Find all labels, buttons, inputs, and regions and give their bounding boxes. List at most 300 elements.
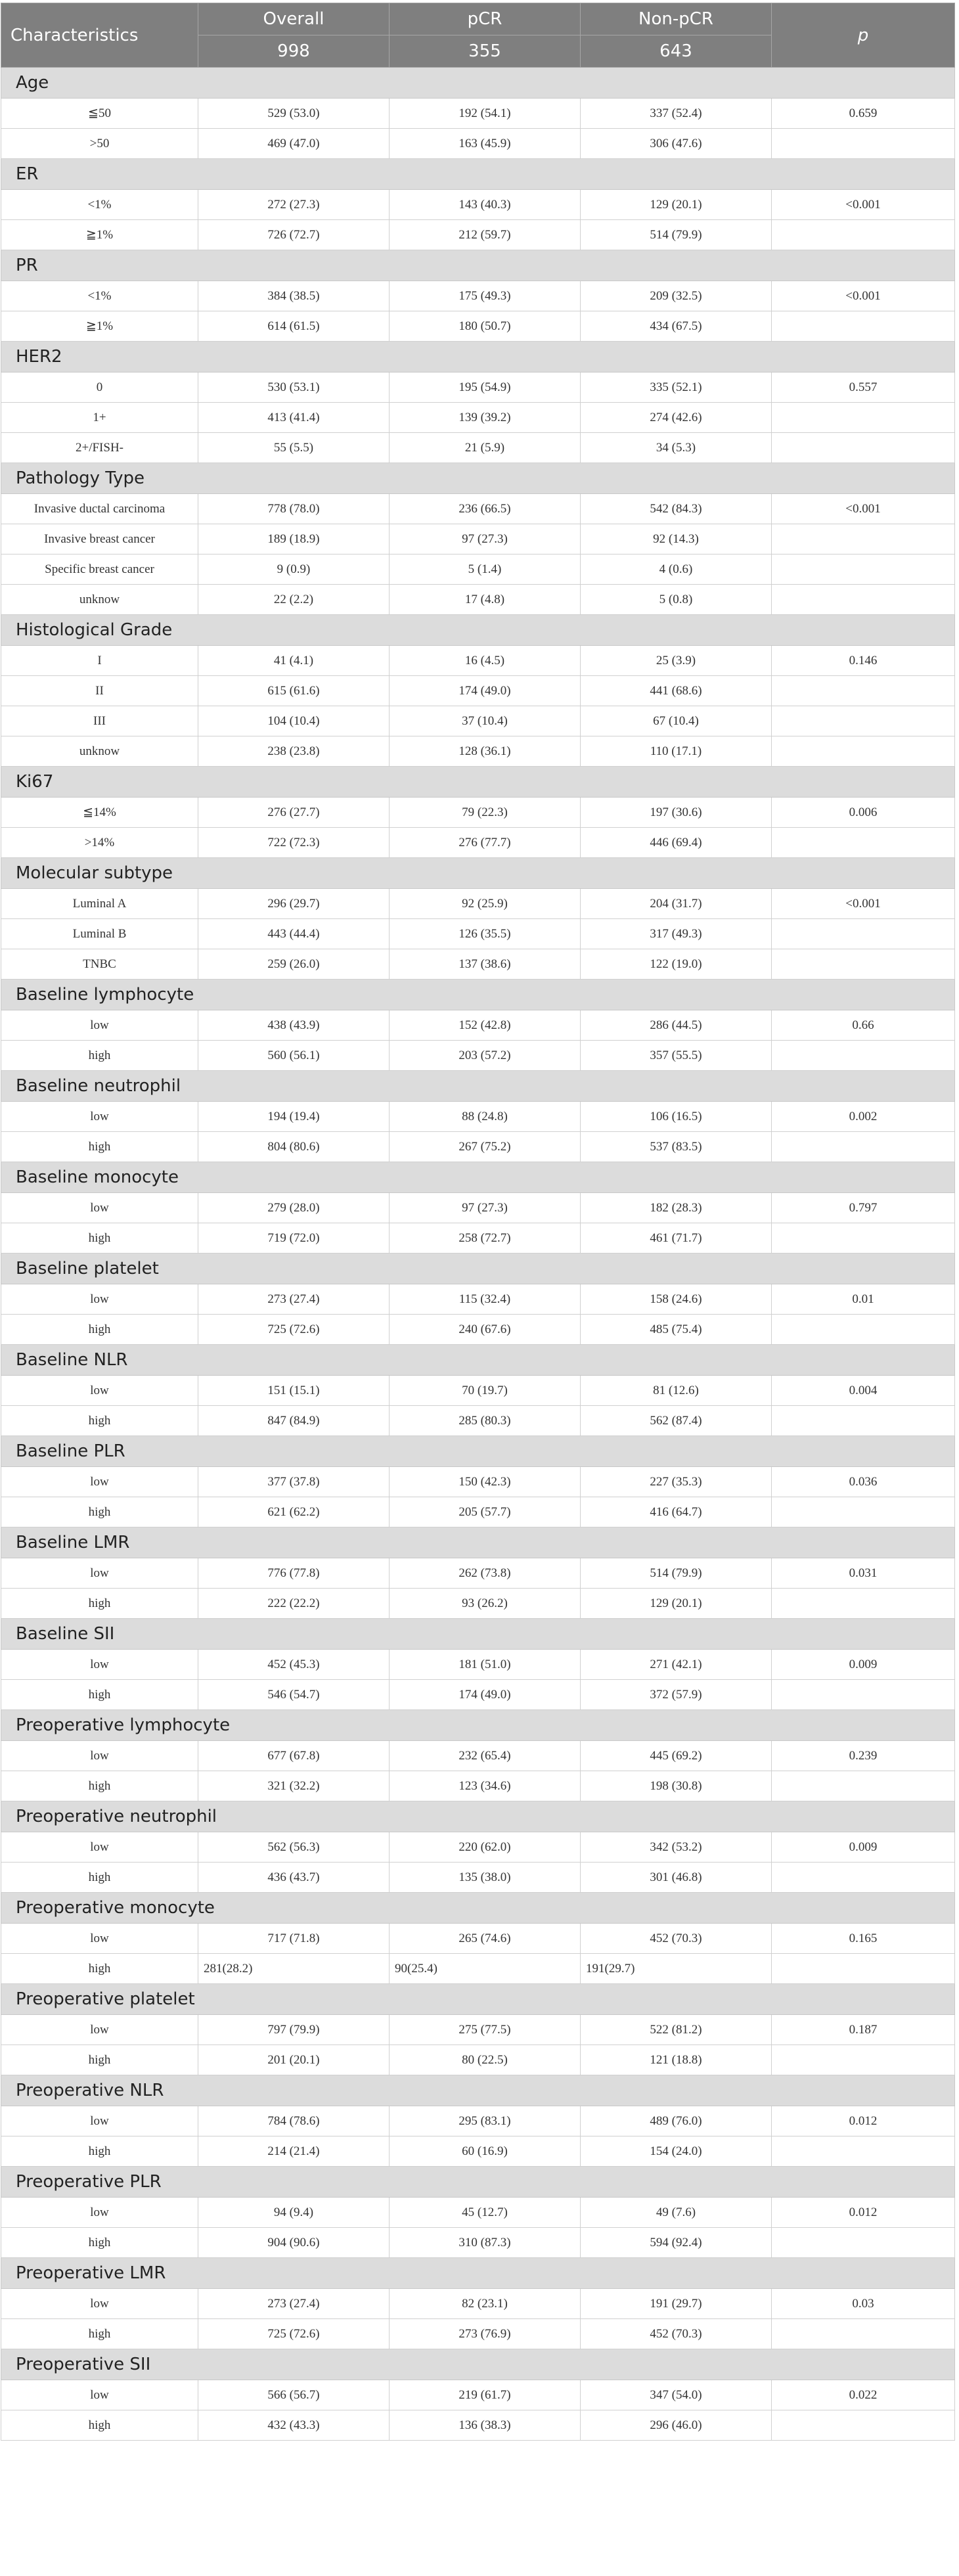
cell-p-value: 0.031 [772, 1558, 955, 1589]
row-label: >14% [1, 828, 198, 858]
cell-p-value: <0.001 [772, 190, 955, 220]
row-label: I [1, 646, 198, 676]
row-label: high [1, 1863, 198, 1893]
cell-pcr: 285 (80.3) [390, 1406, 581, 1436]
row-label: 2+/FISH- [1, 433, 198, 463]
cell-non-pcr: 110 (17.1) [581, 736, 772, 767]
cell-p-value [772, 311, 955, 342]
cell-p-value [772, 736, 955, 767]
cell-non-pcr: 594 (92.4) [581, 2228, 772, 2258]
cell-overall: 725 (72.6) [198, 2319, 390, 2349]
cell-non-pcr: 306 (47.6) [581, 129, 772, 159]
section-title: ER [1, 159, 955, 190]
table-row [1, 2380, 955, 2410]
cell-p-value [772, 1589, 955, 1619]
table-row [1, 2289, 955, 2319]
cell-non-pcr: 286 (44.5) [581, 1010, 772, 1041]
cell-overall: 9 (0.9) [198, 554, 390, 585]
cell-non-pcr: 121 (18.8) [581, 2045, 772, 2075]
table-row [1, 1650, 955, 1680]
table-row [1, 311, 955, 342]
cell-non-pcr: 347 (54.0) [581, 2380, 772, 2410]
table-row [1, 646, 955, 676]
section-row [1, 2075, 955, 2106]
table-row [1, 2410, 955, 2441]
cell-pcr: 180 (50.7) [390, 311, 581, 342]
section-title: Pathology Type [1, 463, 955, 494]
cell-non-pcr: 154 (24.0) [581, 2136, 772, 2167]
cell-p-value [772, 2319, 955, 2349]
cell-non-pcr: 445 (69.2) [581, 1741, 772, 1771]
cell-non-pcr: 4 (0.6) [581, 554, 772, 585]
cell-pcr: 267 (75.2) [390, 1132, 581, 1162]
cell-non-pcr: 446 (69.4) [581, 828, 772, 858]
section-title: Baseline neutrophil [1, 1071, 955, 1102]
table-row [1, 1284, 955, 1315]
section-row [1, 1893, 955, 1924]
table-row [1, 585, 955, 615]
cell-overall: 615 (61.6) [198, 676, 390, 706]
section-title: Preoperative NLR [1, 2075, 955, 2106]
row-label: III [1, 706, 198, 736]
cell-p-value [772, 2136, 955, 2167]
cell-pcr: 82 (23.1) [390, 2289, 581, 2319]
section-title: Baseline LMR [1, 1527, 955, 1558]
cell-overall: 321 (32.2) [198, 1771, 390, 1801]
table-row [1, 1741, 955, 1771]
table-row [1, 2228, 955, 2258]
cell-p-value: 0.557 [772, 373, 955, 403]
cell-overall: 560 (56.1) [198, 1041, 390, 1071]
section-title: Age [1, 68, 955, 99]
row-label: unknow [1, 736, 198, 767]
cell-overall: 432 (43.3) [198, 2410, 390, 2441]
section-row [1, 1801, 955, 1832]
table-row [1, 190, 955, 220]
cell-overall: 55 (5.5) [198, 433, 390, 463]
section-row [1, 159, 955, 190]
cell-non-pcr: 337 (52.4) [581, 99, 772, 129]
cell-overall: 719 (72.0) [198, 1223, 390, 1254]
cell-pcr: 90(25.4) [390, 1954, 581, 1984]
table-row [1, 373, 955, 403]
cell-p-value: 0.006 [772, 798, 955, 828]
cell-overall: 804 (80.6) [198, 1132, 390, 1162]
cell-p-value [772, 524, 955, 554]
cell-p-value [772, 2410, 955, 2441]
cell-p-value [772, 1497, 955, 1527]
cell-pcr: 126 (35.5) [390, 919, 581, 949]
row-label: low [1, 1832, 198, 1863]
cell-p-value: 0.165 [772, 1924, 955, 1954]
section-row [1, 767, 955, 798]
cell-p-value [772, 2228, 955, 2258]
cell-overall: 614 (61.5) [198, 311, 390, 342]
cell-pcr: 143 (40.3) [390, 190, 581, 220]
cell-overall: 784 (78.6) [198, 2106, 390, 2136]
section-row [1, 858, 955, 889]
section-title: Preoperative neutrophil [1, 1801, 955, 1832]
cell-overall: 214 (21.4) [198, 2136, 390, 2167]
table-row [1, 494, 955, 524]
cell-p-value [772, 403, 955, 433]
cell-overall: 238 (23.8) [198, 736, 390, 767]
cell-non-pcr: 522 (81.2) [581, 2015, 772, 2045]
characteristics-table [1, 3, 955, 2441]
cell-overall: 530 (53.1) [198, 373, 390, 403]
table-row [1, 2198, 955, 2228]
cell-p-value: 0.659 [772, 99, 955, 129]
table-row [1, 1132, 955, 1162]
cell-overall: 259 (26.0) [198, 949, 390, 980]
section-row [1, 250, 955, 281]
cell-non-pcr: 81 (12.6) [581, 1376, 772, 1406]
cell-p-value [772, 2045, 955, 2075]
section-row [1, 463, 955, 494]
table-row [1, 1041, 955, 1071]
cell-overall: 296 (29.7) [198, 889, 390, 919]
row-label: TNBC [1, 949, 198, 980]
row-label: <1% [1, 190, 198, 220]
row-label: low [1, 1741, 198, 1771]
cell-pcr: 174 (49.0) [390, 676, 581, 706]
table-row [1, 281, 955, 311]
cell-p-value: 0.012 [772, 2106, 955, 2136]
table-row [1, 736, 955, 767]
cell-p-value: 0.009 [772, 1832, 955, 1863]
table-row [1, 889, 955, 919]
cell-pcr: 150 (42.3) [390, 1467, 581, 1497]
cell-non-pcr: 129 (20.1) [581, 190, 772, 220]
cell-p-value [772, 1863, 955, 1893]
header-overall: Overall [198, 3, 390, 35]
cell-p-value [772, 433, 955, 463]
table-row [1, 1406, 955, 1436]
cell-pcr: 203 (57.2) [390, 1041, 581, 1071]
section-title: Preoperative lymphocyte [1, 1710, 955, 1741]
row-label: 1+ [1, 403, 198, 433]
table-row [1, 1771, 955, 1801]
section-row [1, 1527, 955, 1558]
table-row [1, 919, 955, 949]
table-row [1, 1223, 955, 1254]
row-label: high [1, 1497, 198, 1527]
cell-p-value [772, 828, 955, 858]
cell-non-pcr: 342 (53.2) [581, 1832, 772, 1863]
table-row [1, 2319, 955, 2349]
cell-p-value [772, 1406, 955, 1436]
table-row [1, 1558, 955, 1589]
cell-non-pcr: 5 (0.8) [581, 585, 772, 615]
cell-p-value [772, 919, 955, 949]
cell-non-pcr: 372 (57.9) [581, 1680, 772, 1710]
table-row [1, 798, 955, 828]
cell-overall: 377 (37.8) [198, 1467, 390, 1497]
row-label: low [1, 1284, 198, 1315]
cell-pcr: 205 (57.7) [390, 1497, 581, 1527]
table-row [1, 1102, 955, 1132]
section-title: Baseline lymphocyte [1, 980, 955, 1010]
cell-pcr: 310 (87.3) [390, 2228, 581, 2258]
cell-p-value [772, 585, 955, 615]
cell-non-pcr: 197 (30.6) [581, 798, 772, 828]
cell-pcr: 16 (4.5) [390, 646, 581, 676]
cell-pcr: 181 (51.0) [390, 1650, 581, 1680]
cell-pcr: 136 (38.3) [390, 2410, 581, 2441]
section-row [1, 2258, 955, 2289]
cell-pcr: 60 (16.9) [390, 2136, 581, 2167]
cell-non-pcr: 158 (24.6) [581, 1284, 772, 1315]
row-label: low [1, 1924, 198, 1954]
cell-overall: 904 (90.6) [198, 2228, 390, 2258]
cell-p-value: 0.036 [772, 1467, 955, 1497]
cell-non-pcr: 271 (42.1) [581, 1650, 772, 1680]
cell-non-pcr: 489 (76.0) [581, 2106, 772, 2136]
cell-p-value: 0.03 [772, 2289, 955, 2319]
cell-pcr: 128 (36.1) [390, 736, 581, 767]
cell-pcr: 70 (19.7) [390, 1376, 581, 1406]
row-label: Specific breast cancer [1, 554, 198, 585]
table-row [1, 2106, 955, 2136]
cell-p-value: 0.002 [772, 1102, 955, 1132]
cell-pcr: 37 (10.4) [390, 706, 581, 736]
row-label: high [1, 1954, 198, 1984]
header-row-names [1, 3, 955, 35]
cell-pcr: 17 (4.8) [390, 585, 581, 615]
cell-pcr: 195 (54.9) [390, 373, 581, 403]
cell-non-pcr: 122 (19.0) [581, 949, 772, 980]
cell-p-value: 0.01 [772, 1284, 955, 1315]
cell-overall: 273 (27.4) [198, 2289, 390, 2319]
cell-p-value: 0.146 [772, 646, 955, 676]
cell-pcr: 219 (61.7) [390, 2380, 581, 2410]
table-row [1, 1315, 955, 1345]
cell-pcr: 115 (32.4) [390, 1284, 581, 1315]
row-label: high [1, 2410, 198, 2441]
row-label: high [1, 1223, 198, 1254]
cell-non-pcr: 542 (84.3) [581, 494, 772, 524]
row-label: >50 [1, 129, 198, 159]
cell-overall: 776 (77.8) [198, 1558, 390, 1589]
cell-pcr: 123 (34.6) [390, 1771, 581, 1801]
cell-pcr: 139 (39.2) [390, 403, 581, 433]
row-label: ≧1% [1, 311, 198, 342]
section-row [1, 1436, 955, 1467]
cell-non-pcr: 191 (29.7) [581, 2289, 772, 2319]
cell-pcr: 276 (77.7) [390, 828, 581, 858]
cell-overall: 201 (20.1) [198, 2045, 390, 2075]
section-title: Molecular subtype [1, 858, 955, 889]
section-row [1, 1254, 955, 1284]
cell-p-value [772, 1954, 955, 1984]
cell-overall: 621 (62.2) [198, 1497, 390, 1527]
section-row [1, 1619, 955, 1650]
cell-pcr: 174 (49.0) [390, 1680, 581, 1710]
cell-p-value: 0.66 [772, 1010, 955, 1041]
cell-non-pcr: 25 (3.9) [581, 646, 772, 676]
cell-non-pcr: 317 (49.3) [581, 919, 772, 949]
cell-non-pcr: 204 (31.7) [581, 889, 772, 919]
cell-non-pcr: 537 (83.5) [581, 1132, 772, 1162]
cell-non-pcr: 301 (46.8) [581, 1863, 772, 1893]
table-row [1, 2136, 955, 2167]
cell-p-value: 0.009 [772, 1650, 955, 1680]
table-body [1, 68, 955, 2441]
cell-pcr: 275 (77.5) [390, 2015, 581, 2045]
section-title: Baseline NLR [1, 1345, 955, 1376]
cell-pcr: 5 (1.4) [390, 554, 581, 585]
row-label: low [1, 2198, 198, 2228]
row-label: high [1, 1771, 198, 1801]
cell-pcr: 45 (12.7) [390, 2198, 581, 2228]
section-title: Preoperative platelet [1, 1984, 955, 2015]
cell-p-value: 0.012 [772, 2198, 955, 2228]
header-pcr: pCR [390, 3, 581, 35]
cell-overall: 22 (2.2) [198, 585, 390, 615]
cell-p-value [772, 676, 955, 706]
row-label: Luminal B [1, 919, 198, 949]
table-row [1, 1589, 955, 1619]
cell-pcr: 240 (67.6) [390, 1315, 581, 1345]
table-row [1, 524, 955, 554]
cell-pcr: 152 (42.8) [390, 1010, 581, 1041]
row-label: Invasive ductal carcinoma [1, 494, 198, 524]
section-title: HER2 [1, 342, 955, 373]
cell-non-pcr: 129 (20.1) [581, 1589, 772, 1619]
cell-non-pcr: 92 (14.3) [581, 524, 772, 554]
table-row [1, 1680, 955, 1710]
cell-overall: 726 (72.7) [198, 220, 390, 250]
cell-non-pcr: 34 (5.3) [581, 433, 772, 463]
cell-overall: 104 (10.4) [198, 706, 390, 736]
cell-pcr: 262 (73.8) [390, 1558, 581, 1589]
cell-p-value: 0.187 [772, 2015, 955, 2045]
cell-overall: 438 (43.9) [198, 1010, 390, 1041]
cell-overall: 562 (56.3) [198, 1832, 390, 1863]
table-header [1, 3, 955, 68]
cell-overall: 443 (44.4) [198, 919, 390, 949]
cell-non-pcr: 514 (79.9) [581, 1558, 772, 1589]
cell-overall: 413 (41.4) [198, 403, 390, 433]
section-row [1, 342, 955, 373]
table-row [1, 1863, 955, 1893]
row-label: high [1, 2045, 198, 2075]
table-row [1, 99, 955, 129]
header-pcr-n: 355 [390, 35, 581, 68]
row-label: ≦14% [1, 798, 198, 828]
row-label: low [1, 1193, 198, 1223]
cell-overall: 725 (72.6) [198, 1315, 390, 1345]
table-row [1, 433, 955, 463]
cell-overall: 384 (38.5) [198, 281, 390, 311]
row-label: low [1, 1650, 198, 1680]
cell-pcr: 265 (74.6) [390, 1924, 581, 1954]
row-label: ≦50 [1, 99, 198, 129]
cell-non-pcr: 562 (87.4) [581, 1406, 772, 1436]
section-title: Preoperative LMR [1, 2258, 955, 2289]
table-row [1, 949, 955, 980]
row-label: 0 [1, 373, 198, 403]
section-title: PR [1, 250, 955, 281]
cell-p-value [772, 1315, 955, 1345]
row-label: <1% [1, 281, 198, 311]
cell-overall: 677 (67.8) [198, 1741, 390, 1771]
cell-non-pcr: 296 (46.0) [581, 2410, 772, 2441]
cell-p-value [772, 129, 955, 159]
cell-non-pcr: 461 (71.7) [581, 1223, 772, 1254]
section-title: Preoperative monocyte [1, 1893, 955, 1924]
cell-pcr: 137 (38.6) [390, 949, 581, 980]
cell-overall: 279 (28.0) [198, 1193, 390, 1223]
header-overall-n: 998 [198, 35, 390, 68]
table-row [1, 403, 955, 433]
header-non-pcr-n: 643 [581, 35, 772, 68]
cell-non-pcr: 514 (79.9) [581, 220, 772, 250]
row-label: low [1, 2015, 198, 2045]
cell-pcr: 97 (27.3) [390, 524, 581, 554]
cell-pcr: 21 (5.9) [390, 433, 581, 463]
table-row [1, 706, 955, 736]
cell-pcr: 258 (72.7) [390, 1223, 581, 1254]
cell-p-value [772, 1132, 955, 1162]
cell-overall: 41 (4.1) [198, 646, 390, 676]
cell-overall: 222 (22.2) [198, 1589, 390, 1619]
table-row [1, 2045, 955, 2075]
table-row [1, 1832, 955, 1863]
row-label: Invasive breast cancer [1, 524, 198, 554]
row-label: low [1, 1010, 198, 1041]
cell-non-pcr: 416 (64.7) [581, 1497, 772, 1527]
cell-pcr: 88 (24.8) [390, 1102, 581, 1132]
cell-overall: 94 (9.4) [198, 2198, 390, 2228]
section-row [1, 1162, 955, 1193]
cell-p-value: 0.797 [772, 1193, 955, 1223]
cell-non-pcr: 182 (28.3) [581, 1193, 772, 1223]
table-row [1, 828, 955, 858]
section-row [1, 1710, 955, 1741]
row-label: high [1, 1406, 198, 1436]
cell-p-value: 0.022 [772, 2380, 955, 2410]
cell-p-value [772, 1223, 955, 1254]
cell-p-value [772, 220, 955, 250]
cell-p-value [772, 554, 955, 585]
section-title: Baseline PLR [1, 1436, 955, 1467]
cell-overall: 273 (27.4) [198, 1284, 390, 1315]
section-title: Baseline platelet [1, 1254, 955, 1284]
section-title: Preoperative PLR [1, 2167, 955, 2198]
cell-p-value [772, 949, 955, 980]
section-row [1, 615, 955, 646]
section-title: Preoperative SII [1, 2349, 955, 2380]
cell-p-value [772, 1771, 955, 1801]
cell-pcr: 236 (66.5) [390, 494, 581, 524]
row-label: high [1, 2136, 198, 2167]
table-row [1, 1497, 955, 1527]
cell-overall: 778 (78.0) [198, 494, 390, 524]
section-title: Histological Grade [1, 615, 955, 646]
cell-overall: 717 (71.8) [198, 1924, 390, 1954]
cell-p-value: 0.239 [772, 1741, 955, 1771]
row-label: ≧1% [1, 220, 198, 250]
cell-overall: 529 (53.0) [198, 99, 390, 129]
cell-p-value: <0.001 [772, 494, 955, 524]
row-label: high [1, 2228, 198, 2258]
cell-non-pcr: 191(29.7) [581, 1954, 772, 1984]
row-label: low [1, 1558, 198, 1589]
row-label: high [1, 1315, 198, 1345]
cell-overall: 722 (72.3) [198, 828, 390, 858]
cell-p-value [772, 1041, 955, 1071]
